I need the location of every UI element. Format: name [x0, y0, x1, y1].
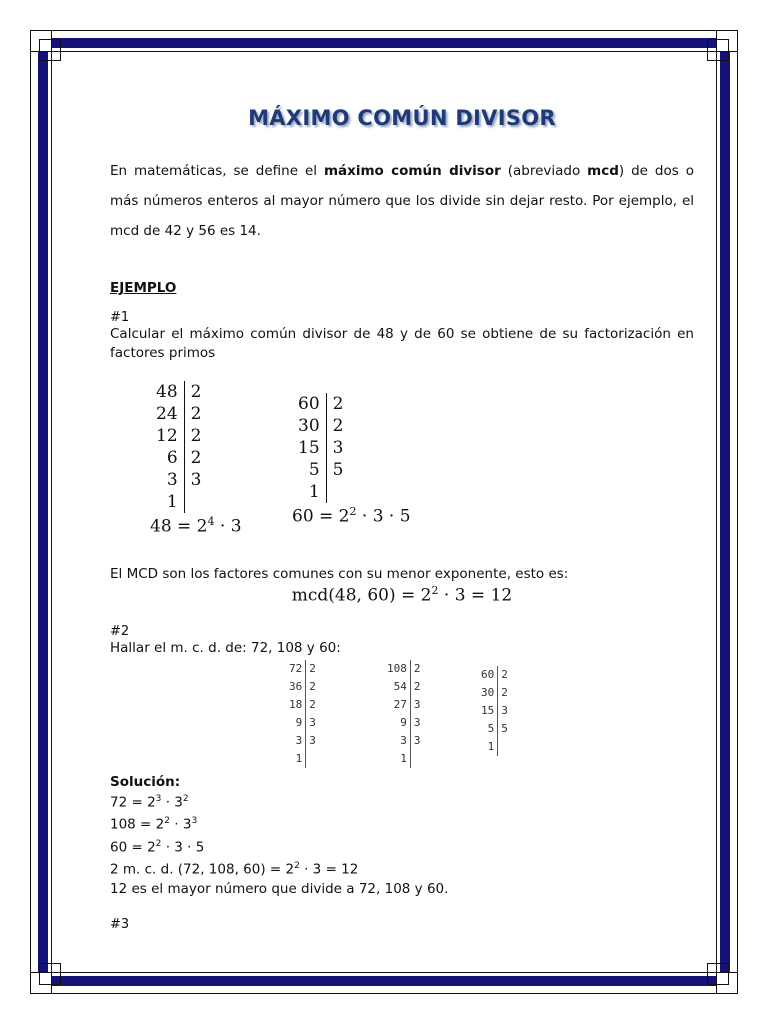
prime-divisor: 3	[413, 715, 421, 729]
dividend: 15	[478, 702, 498, 720]
factor-row	[286, 714, 319, 732]
factor-row	[286, 732, 319, 750]
example-1-conclusion: El MCD son los factores comunes con su menor exponente, esto es:	[110, 566, 569, 582]
prime-divisor: 2	[332, 394, 344, 414]
factor-row	[292, 481, 349, 503]
dividend: 1	[292, 481, 326, 503]
prime-divisor	[498, 738, 511, 756]
prime-divisor	[184, 491, 207, 513]
factor-row	[384, 750, 424, 768]
page-title: MÁXIMO COMÚN DIVISOR	[248, 106, 556, 130]
factor-table-60	[292, 393, 411, 527]
example-1-factorizations	[110, 381, 694, 543]
dividend: 48	[150, 381, 184, 403]
dividend: 3	[286, 732, 306, 750]
dividend: 9	[286, 714, 306, 732]
frame-corner-ornament	[30, 30, 64, 64]
factor-row	[292, 393, 349, 415]
prime-divisor: 2	[190, 426, 202, 446]
factor-row	[478, 666, 511, 684]
factor-row	[286, 750, 319, 768]
factor-row	[150, 491, 207, 513]
dividend: 54	[384, 678, 410, 696]
prime-divisor: 5	[332, 460, 344, 480]
section-heading: EJEMPLO	[110, 280, 177, 296]
dividend: 36	[286, 678, 306, 696]
prime-divisor: 3	[413, 733, 421, 747]
dividend: 60	[478, 666, 498, 684]
factor-row	[292, 459, 349, 481]
factor-table-72	[286, 660, 319, 768]
prime-divisor: 2	[309, 679, 316, 693]
example-2-statement: Hallar el m. c. d. de: 72, 108 y 60:	[110, 639, 341, 656]
example-1-statement: Calcular el máximo común divisor de 48 y de 60 se obtiene de su factorización en factores primos	[110, 326, 694, 361]
dividend: 24	[150, 403, 184, 425]
dividend: 5	[478, 720, 498, 738]
prime-divisor	[306, 750, 319, 768]
result-48: $48 = 2^4 \cdot 3$	[150, 515, 242, 537]
factor-row	[286, 696, 319, 714]
intro-text: (abreviado	[500, 163, 588, 179]
dividend: 27	[384, 696, 410, 714]
prime-divisor: 2	[501, 667, 508, 681]
prime-divisor: 2	[501, 685, 508, 699]
intro-text: ) de dos o más números enteros al mayor número que los divide sin dejar resto. Por ejemplo, el mcd de 42 y 56 es 14.	[110, 163, 695, 239]
dividend: 15	[292, 437, 326, 459]
mcd-result: mcd(48, $60) = 2^2 \cdot 3 = 12$	[291, 584, 513, 606]
dividend: 60	[292, 393, 326, 415]
factor-table-60b	[478, 666, 511, 756]
intro-term: máximo común divisor	[323, 163, 501, 179]
factor-table-48	[150, 381, 242, 537]
factor-row	[384, 678, 424, 696]
example-2-factorizations	[110, 660, 694, 768]
solution-lines	[110, 790, 694, 880]
prime-divisor	[410, 750, 423, 768]
prime-divisor: 2	[309, 697, 316, 711]
factor-row	[478, 738, 511, 756]
prime-divisor: 3	[309, 715, 316, 729]
dividend: 3	[384, 732, 410, 750]
prime-divisor: 2	[309, 661, 316, 675]
factor-row	[150, 381, 207, 403]
solution-line: $72 = 2^3 \cdot 3^2$	[110, 793, 189, 811]
factor-row	[292, 415, 349, 437]
factor-row	[286, 660, 319, 678]
factor-row	[384, 732, 424, 750]
factor-row	[478, 684, 511, 702]
dividend: 30	[478, 684, 498, 702]
prime-divisor: 3	[332, 438, 344, 458]
intro-abbreviation: mcd	[587, 163, 619, 179]
dividend: 72	[286, 660, 306, 678]
example-2-label: #2	[110, 623, 130, 639]
factor-row	[478, 702, 511, 720]
prime-divisor: 2	[413, 661, 421, 675]
dividend: 1	[150, 491, 184, 513]
dividend: 1	[286, 750, 306, 768]
intro-text: En matemáticas, se define el	[110, 163, 324, 179]
intro-paragraph	[110, 156, 694, 246]
factor-row	[150, 403, 207, 425]
dividend: 3	[150, 469, 184, 491]
solution-line: $108 = 2^2 \cdot 3^3$	[110, 816, 198, 833]
prime-divisor: 3	[309, 733, 316, 747]
prime-divisor: 3	[413, 697, 421, 711]
prime-divisor: 2	[190, 404, 202, 424]
prime-divisor: 2	[413, 679, 421, 693]
prime-divisor	[326, 481, 349, 503]
prime-divisor: 5	[501, 721, 508, 735]
dividend: 18	[286, 696, 306, 714]
factor-row	[478, 720, 511, 738]
dividend: 1	[384, 750, 410, 768]
factor-row	[384, 696, 424, 714]
prime-divisor: 2	[190, 448, 202, 468]
result-60: $60 = 2^2 \cdot 3 \cdot 5$	[292, 505, 411, 527]
dividend: 1	[478, 738, 498, 756]
prime-divisor: 2	[190, 382, 202, 402]
example-3-label: #3	[110, 916, 130, 932]
prime-divisor: 3	[501, 703, 508, 717]
prime-divisor: 2	[332, 416, 344, 436]
solution-final: 12 es el mayor número que divide a 72, 108 y 60.	[110, 880, 449, 897]
frame-corner-ornament	[30, 960, 64, 994]
dividend: 12	[150, 425, 184, 447]
solution-line: 2 m. c. d. (72, 108, $60) = 2^2 \cdot 3 = 12$	[110, 861, 359, 878]
solution-label: Solución:	[110, 773, 181, 790]
factor-row	[292, 437, 349, 459]
dividend: 5	[292, 459, 326, 481]
factor-row	[150, 447, 207, 469]
factor-row	[384, 660, 424, 678]
frame-corner-ornament	[704, 960, 738, 994]
dividend: 9	[384, 714, 410, 732]
factor-row	[286, 678, 319, 696]
frame-corner-ornament	[704, 30, 738, 64]
solution-line: $60 = 2^2 \cdot 3 \cdot 5$	[110, 838, 205, 856]
prime-divisor: 3	[190, 470, 202, 490]
dividend: 108	[384, 660, 410, 678]
example-1-label: #1	[110, 310, 130, 325]
factor-table-108	[384, 660, 424, 768]
dividend: 30	[292, 415, 326, 437]
document-body	[110, 100, 694, 932]
factor-row	[150, 425, 207, 447]
factor-row	[150, 469, 207, 491]
factor-row	[384, 714, 424, 732]
dividend: 6	[150, 447, 184, 469]
